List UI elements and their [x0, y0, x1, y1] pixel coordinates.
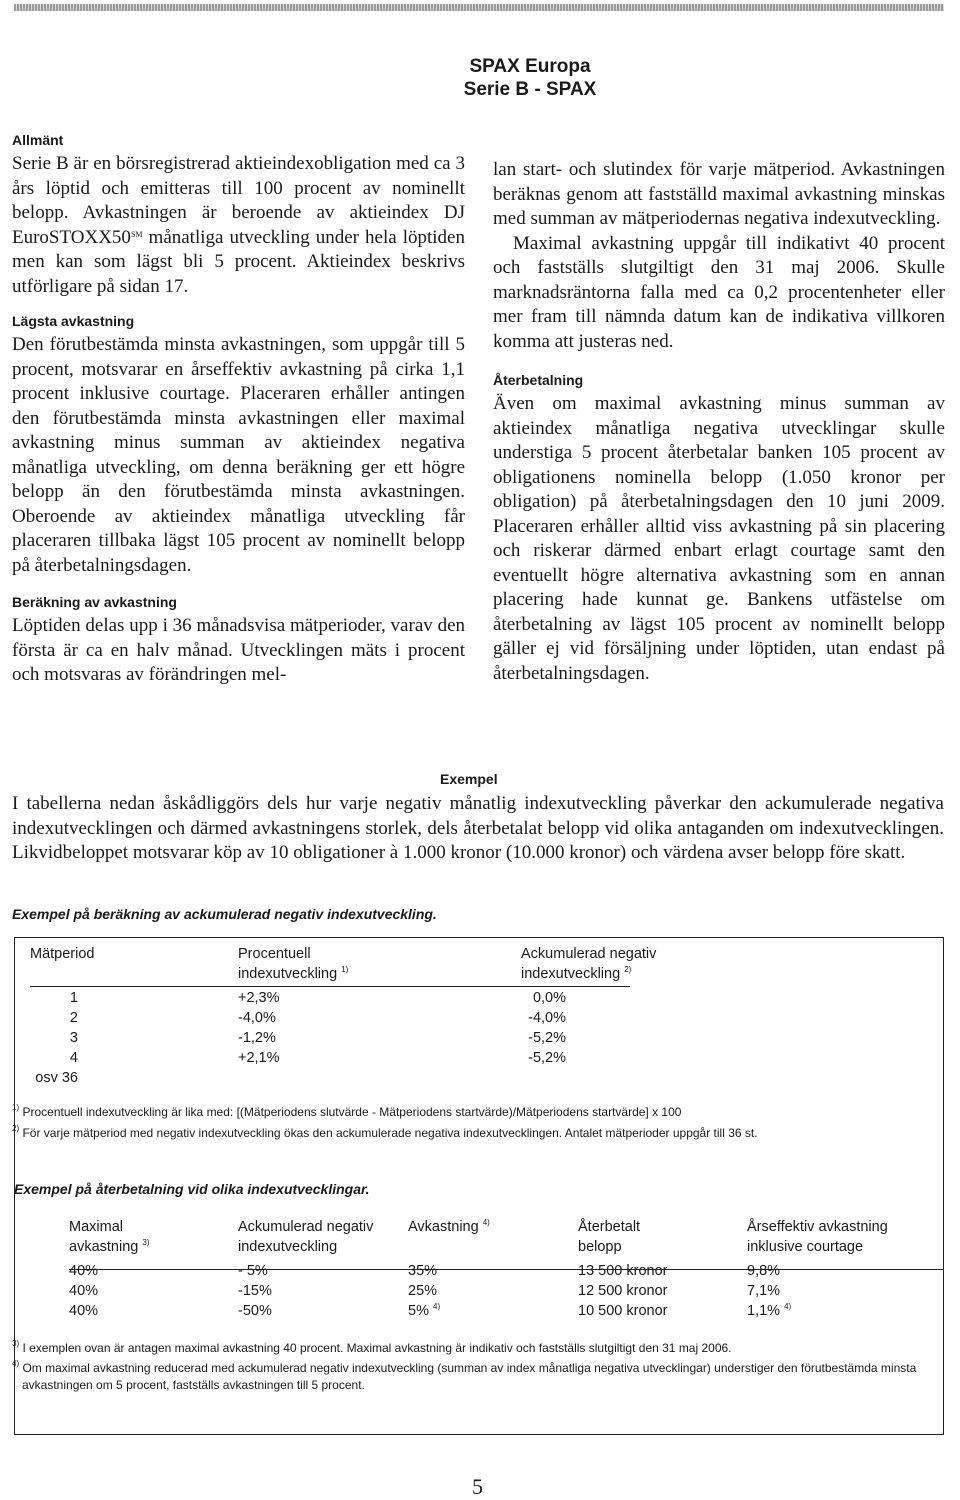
- exempel-text: I tabellerna nedan åskådliggörs dels hur varje negativ månatlig indexutveckling påverkar den ackumulerade negativa indexutvecklingen och därmed avkastningens storlek, dels återbetalat belopp vid olika antaganden om indexutvecklingen. Likvidbeloppet motsvarar köp av 10 obligationer à 1.000 kronor (10.000 kronor) och värdena avser belopp före skatt.: [12, 793, 944, 863]
- table2-header-rule: [69, 1269, 943, 1270]
- table-cell: 35%: [408, 1263, 438, 1279]
- table2-header-aterbetalt: Återbetalt belopp: [578, 1219, 641, 1255]
- footnote: $^{2)}$ För varje mätperiod med negativ indexutveckling ökas den ackumulerade negativa indexutvecklingen. Antalet mätperioder uppgår till 36 st.: [12, 1124, 758, 1140]
- table-cell: -5,2%: [528, 1050, 566, 1066]
- product-title: SPAX Europa: [469, 56, 591, 77]
- table-cell: -5,2%: [528, 1030, 566, 1046]
- allmant-text: Serie B är en börsregistrerad aktieindexobligation med ca 3 års löptid och emitteras till 100 procent av nominellt belopp. Avkastningen är beroende av aktieindex DJ EuroSTOXX50℠ månatliga utveckling under hela löptiden men kan som lägst bli 5 procent. Aktieindex beskrivs utförligare på sidan 17.: [12, 153, 465, 297]
- right-column: [493, 158, 945, 686]
- table-cell: 7,1%: [747, 1283, 781, 1299]
- berakning-text: Löptiden delas upp i 36 månadsvisa mätperioder, varav den första är ca en halv månad. Utvecklingen mäts i procent och motsvaras av förändringen mel-: [12, 615, 465, 685]
- series-subtitle: Serie B - SPAX: [463, 79, 597, 100]
- heading-exempel: Exempel: [440, 771, 498, 787]
- table-cell: 9,8%: [747, 1263, 781, 1279]
- table-cell: +2,1%: [238, 1050, 280, 1066]
- table-cell: 3: [69, 1030, 78, 1046]
- table-cell: - 5%: [238, 1263, 268, 1279]
- table-cell: -4,0%: [528, 1010, 566, 1026]
- table-cell: -4,0%: [238, 1010, 276, 1026]
- footnote: $^{4)}$ Om maximal avkastning reducerad med ackumulerad negativ indexutveckling (summan av index månatliga negativa utvecklingar) understiger den förutbestämda minsta avkastningen om 5 procent, fastställs avkastningen till 5 procent.: [12, 1359, 917, 1392]
- table-cell: +2,3%: [238, 990, 280, 1006]
- table-cell: 40%: [69, 1263, 99, 1279]
- table1-col-procentuell: [238, 988, 280, 1068]
- table1-col-matperiod: [24, 988, 78, 1088]
- table1-header-ackumulerad: Ackumulerad negativ indexutveckling $^{2)}$: [521, 946, 657, 982]
- page-number: 5: [472, 1474, 483, 1499]
- table-cell: -50%: [238, 1303, 272, 1319]
- heading-lagsta-avkastning: Lägsta avkastning: [12, 313, 135, 329]
- table-cell: 40%: [69, 1303, 99, 1319]
- table2-header-ackumulerad: Ackumulerad negativ indexutveckling: [238, 1219, 374, 1255]
- table-cell: 40%: [69, 1283, 99, 1299]
- right-paragraph-1: lan start- och slutindex för varje mätperiod. Avkastningen beräknas genom att fastställd maximal avkastning minskas med summan av mätperiodernas negativa indexutveckling.: [493, 159, 945, 229]
- table-cell: 2: [69, 1010, 78, 1026]
- heading-allmant: Allmänt: [12, 132, 64, 148]
- table2-header-avkastning: Avkastning $^{4)}$: [408, 1218, 490, 1235]
- table2-col-aterbetalt: [578, 1261, 667, 1321]
- table2-header-arseffektiv: Årseffektiv avkastning inklusive courtage: [747, 1219, 888, 1255]
- table-cell: -1,2%: [238, 1030, 276, 1046]
- table1-header-rule: [30, 986, 630, 987]
- table1-header-matperiod: Mätperiod: [30, 946, 95, 962]
- table1-caption: Exempel på beräkning av ackumulerad negativ indexutveckling.: [12, 906, 437, 922]
- table2-col-arseffektiv: [747, 1261, 791, 1321]
- right-paragraph-2: Maximal avkastning uppgår till indikativt 40 procent och fastställs slutgiltigt den 31 maj 2006. Skulle marknadsräntorna falla med ca 0,2 procentenheter eller mer fram till nämnda datum kan de indikativa villkoren komma att justeras ned.: [493, 232, 945, 352]
- table1-footnotes: [12, 1104, 932, 1142]
- table-cell: osv 36: [35, 1070, 78, 1086]
- table2-col-maximal: [69, 1261, 98, 1321]
- table-cell: 4: [69, 1050, 78, 1066]
- table2-col-avkastning: [408, 1261, 440, 1321]
- table-cell: 12 500 kronor: [578, 1283, 668, 1299]
- table-cell: 13 500 kronor: [578, 1263, 668, 1279]
- table2-header-maximal: Maximal avkastning $^{3)}$: [69, 1219, 150, 1255]
- table-cell: 5% $^{4)}$: [408, 1302, 441, 1319]
- footnote: $^{3)}$ I exemplen ovan är antagen maximal avkastning 40 procent. Maximal avkastning är indikativ och fastställs slutgiltigt den 31 maj 2006.: [12, 1339, 732, 1355]
- table2-caption: Exempel på återbetalning vid olika indexutvecklingar.: [14, 1181, 370, 1197]
- table1-col-ackumulerad: [500, 988, 566, 1068]
- table2-footnotes: [12, 1340, 932, 1394]
- heading-aterbetalning: Återbetalning: [493, 372, 584, 388]
- heading-berakning: Beräkning av avkastning: [12, 594, 177, 610]
- table-cell: 1,1% $^{4)}$: [747, 1302, 792, 1319]
- table1-header-procentuell: Procentuell indexutveckling $^{1)}$: [238, 946, 349, 982]
- table-cell: 0,0%: [532, 990, 566, 1006]
- lagsta-avkastning-text: Den förutbestämda minsta avkastningen, som uppgår till 5 procent, motsvarar en årseffektiv avkastning på cirka 1,1 procent inklusive courtage. Placeraren erhåller antingen den förutbestämda minsta avkastningen eller maximal avkastning minus summan av aktieindex negativa månatliga utveckling, om denna beräkning ger ett högre belopp än den förutbestämda minsta avkastningen. Oberoende av aktieindex månatliga utveckling får placeraren tillbaka lägst 105 procent av nominellt belopp på återbetalningsdagen.: [12, 334, 465, 576]
- left-column: [12, 132, 465, 688]
- table2-col-ackumulerad: [238, 1261, 272, 1321]
- aterbetalning-text: Även om maximal avkastning minus summan av aktieindex månatliga negativa utvecklingar skulle understiga 5 procent återbetalar banken 105 procent av obligationens nominella belopp (1.050 kronor per obligation) på återbetalningsdagen den 10 juni 2009. Placeraren erhåller alltid viss avkastning på sin placering och riskerar därmed enbart erlagt courtage samt den eventuellt högre alternativa avkastning som en annan placering hade kunnat ge. Bankens utfästelse om återbetalning av lägst 105 procent av nominellt belopp gäller ej vid försäljning under löptiden, utan endast på återbetalningsdagen.: [493, 393, 945, 684]
- table-cell: 1: [69, 990, 78, 1006]
- top-border-bar: [14, 4, 944, 11]
- table-cell: 10 500 kronor: [578, 1303, 668, 1319]
- document-title: [330, 55, 730, 101]
- footnote: $^{1)}$ Procentuell indexutveckling är lika med: [(Mätperiodens slutvärde - Mätperiodens startvärde)/Mätperiodens startvärde] x 100: [12, 1103, 682, 1119]
- table-cell: -15%: [238, 1283, 272, 1299]
- table-cell: 25%: [408, 1283, 438, 1299]
